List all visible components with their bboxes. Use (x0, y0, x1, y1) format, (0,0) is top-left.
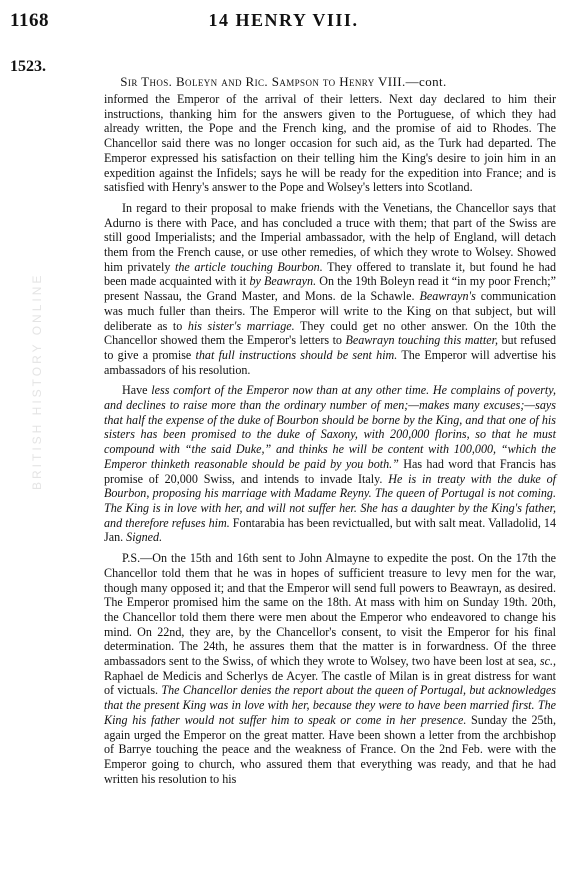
text-run: Have (122, 383, 152, 398)
text-run: Raphael de Medicis and Scherlys de Acyer. The castle of Milan is in great distress for want of victuals. (104, 668, 556, 698)
italic-run: He is in treaty with the duke of Bourbon, proposing his marriage with Madame Reyny. The queen of Portugal is not coming. The King is in love with her, and will not suffer her. She has a daughter by the King's father, and therefore refuses him. (104, 471, 557, 530)
text-run: communication was much fuller than theirs. The Emperor will write to the King on that subject, but will deliberate as to (104, 289, 556, 333)
italic-run: that full instructions should be sent him. (195, 347, 398, 362)
paragraph-1 (104, 92, 556, 195)
paragraph-4 (104, 551, 556, 786)
text-run: Sunday the 25th, again urged the Emperor on the great matter. Have been shown a letter from the archbishop of Barrye touching the peace and the weakness of France. On the 2nd Feb. were with the Emperor going to church, who assured them that everything was ready, and that he had written his resolution to his (104, 712, 556, 786)
paragraph-2 (104, 201, 556, 377)
text-run: informed the Emperor of the arrival of their letters. Next day declared to him their instructions, thanking him for the answers given to the Portuguese, of which they had already written, the Pope and the French king, and the promise of aid to Rhodes. The Chancellor said there was no longer occasion for such aid, as the Turk had departed. The Emperor expressed his satisfaction on their telling him the King's desire to join him in an expedition against the Infidels; says he will be ready for the expedition into France; and is satisfied with Henry's answer to the Pope and Wolsey's letters into Scotland. (104, 92, 556, 195)
italic-run: The Chancellor denies the report about the queen of Portugal, but acknowledges that the present King was in love with her, because they were to have been married first. The King his father would not suffer him to speak or come in her presence. (104, 683, 556, 727)
italic-run: Beawrayn touching this matter, (345, 333, 498, 348)
text-run: In regard to their proposal to make friends with the Venetians, the Chancellor says that Adurno is there with Pace, and has concluded a truce with them; that part of the Swiss are still good Imperialists; and the Imperial ambassador, with the help of England, will detach them from the French cause, or use other remedies, of which they wrote to Wolsey. Showed him privately (104, 200, 556, 274)
text-run: The Emperor will advertise his ambassadors of his resolution. (104, 347, 556, 377)
page-number: 1168 (10, 10, 49, 31)
text-run: Has had word that Francis has promise of 20,000 Swiss, and intends to invade Italy. (104, 456, 556, 486)
running-head: 14 HENRY VIII. (208, 10, 359, 30)
italic-run: by Beawrayn. (249, 274, 317, 289)
text-run: P.S.—On the 15th and 16th sent to John Almayne to expedite the post. On the 17th the Chancellor told them that he was in hopes of sufficient treasure to levy men for the war, though many opposed it; and that the Emperor will send full powers to Beawrayn, as desired. The Emperor promised him the same on the 18th. At mass with him on Sunday 19th. 20th, the Chancellor told them there were men about the Emperor who endeavored to change his mind. On 22nd, they are, by the Chancellor's consent, to visit the Emperor for his final determination. The 24th, he assures them that the matter is in forwardness. Of the three ambassadors sent to the Swiss, of which they wrote to Wolsey, two have been lost at sea, (104, 551, 556, 669)
text-run: On the 19th Boleyn read it “in my poor French;” present Nassau, the Grand Master, and Mons. de la Schawle. (104, 274, 556, 304)
italic-run: sc., (539, 654, 556, 669)
italic-run: Beawrayn's (419, 289, 476, 304)
body-text (104, 92, 556, 792)
italic-run: less comfort of the Emperor now than at any other time. He complains of poverty, and declines to raise more than the ordinary number of men;—makes many excuses;—says that half the expense of the duke of Bourbon should be borne by the King, and that one of his sisters has been promised to the duke of Saxony, with 200,000 florins, so that he must compound with “the said Duke,” and thinks he will be content with 100,000, “which the Emperor thinketh reasonable should be paid by you both.” (104, 383, 556, 471)
letter-heading (0, 74, 567, 90)
text-run: They offered to translate it, but found he had been made acquainted with it (104, 259, 556, 289)
paragraph-3 (104, 383, 556, 545)
text-run: but refused to give a promise (104, 333, 556, 362)
text-run: Fontarabia has been revictualled, but with salt meat. Valladolid, 14 Jan. (104, 515, 556, 545)
italic-run: Signed. (126, 530, 163, 545)
edge-watermark: BRITISH HISTORY ONLINE (30, 272, 44, 490)
italic-run: the article touching Bourbon. (174, 259, 323, 274)
text-run: They could get no other answer. On the 10th the Chancellor showed them the Emperor's letters to (104, 318, 556, 348)
heading-suffix: —cont. (405, 74, 447, 89)
italic-run: his sister's marriage. (187, 318, 295, 333)
heading-title: Sir Thos. Boleyn and Ric. Sampson to Henry VIII. (120, 74, 406, 89)
year-marginal: 1523. (10, 58, 46, 75)
